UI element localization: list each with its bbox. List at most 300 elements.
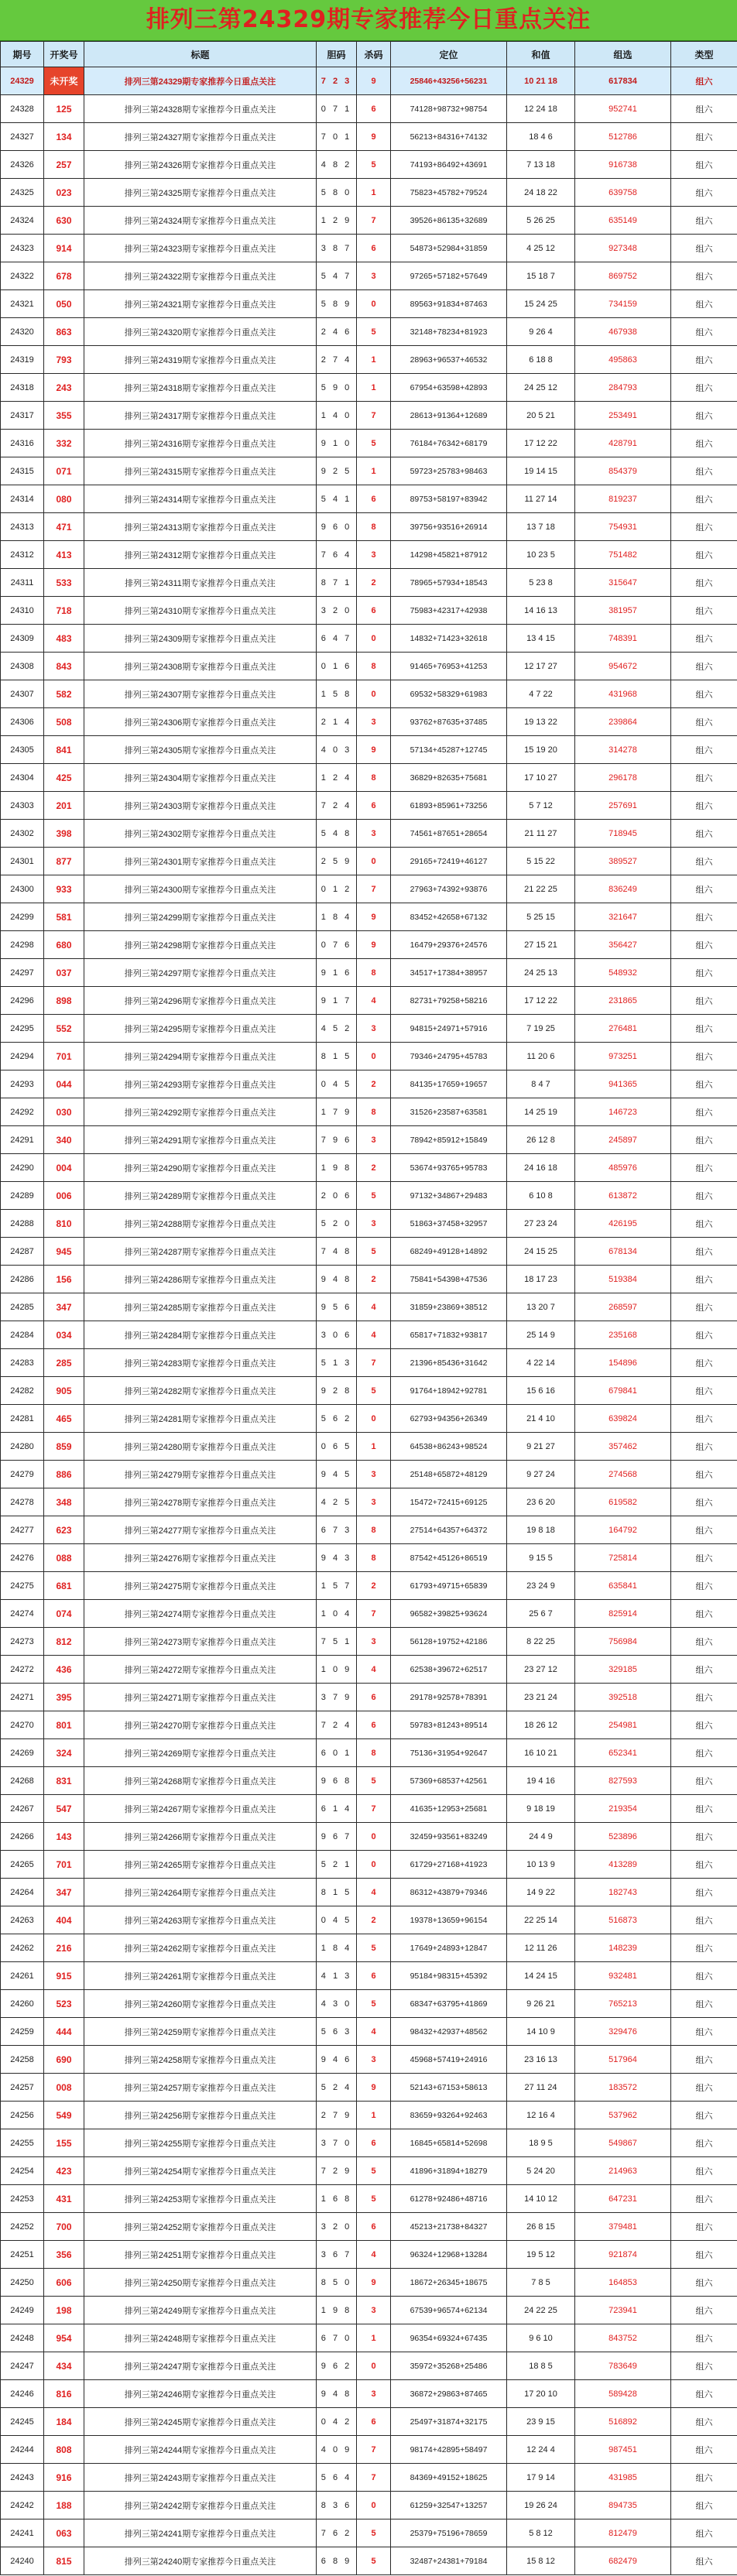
cell-title[interactable]: 排列三第24318期专家推荐今日重点关注	[84, 374, 317, 402]
cell-kill: 0	[357, 1405, 391, 1433]
cell-kill: 2	[357, 1070, 391, 1098]
cell-title[interactable]: 排列三第24276期专家推荐今日重点关注	[84, 1544, 317, 1572]
table-row	[1, 1433, 737, 1461]
cell-position: 41896+31894+18279	[391, 2157, 507, 2185]
cell-title[interactable]: 排列三第24329期专家推荐今日重点关注	[84, 67, 317, 95]
cell-group: 748391	[575, 625, 671, 653]
cell-draw-number: 184	[44, 2408, 84, 2436]
cell-kill: 6	[357, 597, 391, 625]
cell-position: 28613+91364+12689	[391, 402, 507, 430]
table-row	[1, 2436, 737, 2464]
cell-issue: 24265	[1, 1851, 44, 1879]
cell-type: 组六	[671, 1321, 737, 1349]
cell-title[interactable]: 排列三第24253期专家推荐今日重点关注	[84, 2185, 317, 2213]
cell-kill: 7	[357, 2464, 391, 2492]
cell-title[interactable]: 排列三第24281期专家推荐今日重点关注	[84, 1405, 317, 1433]
cell-draw-number: 125	[44, 95, 84, 123]
cell-title[interactable]: 排列三第24270期专家推荐今日重点关注	[84, 1711, 317, 1739]
cell-title[interactable]: 排列三第24305期专家推荐今日重点关注	[84, 736, 317, 764]
cell-title[interactable]: 排列三第24282期专家推荐今日重点关注	[84, 1377, 317, 1405]
cell-title[interactable]: 排列三第24325期专家推荐今日重点关注	[84, 179, 317, 207]
cell-sum: 27 23 24	[507, 1210, 575, 1238]
cell-title[interactable]: 排列三第24267期专家推荐今日重点关注	[84, 1795, 317, 1823]
cell-title[interactable]: 排列三第24323期专家推荐今日重点关注	[84, 235, 317, 262]
cell-issue: 24325	[1, 179, 44, 207]
cell-title[interactable]: 排列三第24284期专家推荐今日重点关注	[84, 1321, 317, 1349]
cell-draw-number: 582	[44, 680, 84, 708]
cell-title[interactable]: 排列三第24292期专家推荐今日重点关注	[84, 1098, 317, 1126]
cell-dan: 4 2 5	[317, 1488, 357, 1516]
cell-group: 941365	[575, 1070, 671, 1098]
cell-title[interactable]: 排列三第24300期专家推荐今日重点关注	[84, 875, 317, 903]
cell-issue: 24280	[1, 1433, 44, 1461]
cell-title[interactable]: 排列三第24326期专家推荐今日重点关注	[84, 151, 317, 179]
cell-kill: 3	[357, 1461, 391, 1488]
cell-group: 284793	[575, 374, 671, 402]
cell-dan: 1 4 0	[317, 402, 357, 430]
cell-group: 146723	[575, 1098, 671, 1126]
cell-issue: 24244	[1, 2436, 44, 2464]
cell-sum: 4 7 22	[507, 680, 575, 708]
cell-dan: 9 4 5	[317, 1461, 357, 1488]
table-row	[1, 207, 737, 235]
cell-title[interactable]: 排列三第24285期专家推荐今日重点关注	[84, 1293, 317, 1321]
cell-kill: 4	[357, 2241, 391, 2269]
cell-title[interactable]: 排列三第24294期专家推荐今日重点关注	[84, 1043, 317, 1070]
cell-draw-number: 348	[44, 1488, 84, 1516]
cell-title[interactable]: 排列三第24299期专家推荐今日重点关注	[84, 903, 317, 931]
table-row	[1, 402, 737, 430]
cell-dan: 6 7 0	[317, 2324, 357, 2352]
cell-sum: 19 14 15	[507, 457, 575, 485]
cell-issue: 24324	[1, 207, 44, 235]
cell-sum: 19 5 12	[507, 2241, 575, 2269]
cell-title[interactable]: 排列三第24244期专家推荐今日重点关注	[84, 2436, 317, 2464]
cell-title[interactable]: 排列三第24313期专家推荐今日重点关注	[84, 513, 317, 541]
cell-dan: 1 9 8	[317, 2297, 357, 2324]
cell-kill: 9	[357, 903, 391, 931]
cell-dan: 8 5 0	[317, 2269, 357, 2297]
cell-type: 组六	[671, 1711, 737, 1739]
cell-kill: 0	[357, 1851, 391, 1879]
cell-dan: 9 1 7	[317, 987, 357, 1015]
cell-sum: 23 24 9	[507, 1572, 575, 1600]
cell-title[interactable]: 排列三第24261期专家推荐今日重点关注	[84, 1962, 317, 1990]
cell-title[interactable]: 排列三第24303期专家推荐今日重点关注	[84, 792, 317, 820]
cell-title[interactable]: 排列三第24293期专家推荐今日重点关注	[84, 1070, 317, 1098]
cell-kill: 3	[357, 1628, 391, 1656]
cell-sum: 24 22 25	[507, 2297, 575, 2324]
cell-position: 74561+87651+28654	[391, 820, 507, 848]
table-row	[1, 513, 737, 541]
cell-sum: 15 8 12	[507, 2547, 575, 2575]
cell-title[interactable]: 排列三第24307期专家推荐今日重点关注	[84, 680, 317, 708]
cell-kill: 0	[357, 680, 391, 708]
cell-position: 91465+76953+41253	[391, 653, 507, 680]
cell-kill: 2	[357, 1154, 391, 1182]
cell-kill: 4	[357, 2018, 391, 2046]
cell-title[interactable]: 排列三第24310期专家推荐今日重点关注	[84, 597, 317, 625]
cell-dan: 9 4 3	[317, 1544, 357, 1572]
cell-title[interactable]: 排列三第24277期专家推荐今日重点关注	[84, 1516, 317, 1544]
cell-type: 组六	[671, 2269, 737, 2297]
cell-issue: 24283	[1, 1349, 44, 1377]
cell-title[interactable]: 排列三第24314期专家推荐今日重点关注	[84, 485, 317, 513]
cell-title[interactable]: 排列三第24275期专家推荐今日重点关注	[84, 1572, 317, 1600]
cell-dan: 2 7 9	[317, 2102, 357, 2129]
cell-type: 组六	[671, 95, 737, 123]
table-row	[1, 2380, 737, 2408]
page-title: 排列三第24329期专家推荐今日重点关注	[0, 0, 737, 41]
cell-issue: 24313	[1, 513, 44, 541]
cell-type: 组六	[671, 513, 737, 541]
cell-title[interactable]: 排列三第24273期专家推荐今日重点关注	[84, 1628, 317, 1656]
cell-title[interactable]: 排列三第24296期专家推荐今日重点关注	[84, 987, 317, 1015]
cell-sum: 15 19 20	[507, 736, 575, 764]
cell-kill: 1	[357, 179, 391, 207]
cell-sum: 12 24 4	[507, 2436, 575, 2464]
cell-sum: 9 18 19	[507, 1795, 575, 1823]
cell-dan: 5 8 9	[317, 290, 357, 318]
cell-sum: 7 13 18	[507, 151, 575, 179]
cell-sum: 5 26 25	[507, 207, 575, 235]
cell-type: 组六	[671, 67, 737, 95]
cell-dan: 9 2 5	[317, 457, 357, 485]
cell-kill: 3	[357, 1126, 391, 1154]
cell-group: 431985	[575, 2464, 671, 2492]
cell-title[interactable]: 排列三第24278期专家推荐今日重点关注	[84, 1488, 317, 1516]
cell-title[interactable]: 排列三第24242期专家推荐今日重点关注	[84, 2492, 317, 2519]
cell-title[interactable]: 排列三第24280期专家推荐今日重点关注	[84, 1433, 317, 1461]
cell-group: 254981	[575, 1711, 671, 1739]
cell-issue: 24320	[1, 318, 44, 346]
cell-draw-number: 523	[44, 1990, 84, 2018]
cell-type: 组六	[671, 736, 737, 764]
cell-dan: 8 1 5	[317, 1879, 357, 1906]
cell-group: 952741	[575, 95, 671, 123]
cell-title[interactable]: 排列三第24241期专家推荐今日重点关注	[84, 2519, 317, 2547]
cell-kill: 6	[357, 2213, 391, 2241]
cell-sum: 21 4 10	[507, 1405, 575, 1433]
cell-title[interactable]: 排列三第24327期专家推荐今日重点关注	[84, 123, 317, 151]
cell-title[interactable]: 排列三第24264期专家推荐今日重点关注	[84, 1879, 317, 1906]
cell-title[interactable]: 排列三第24301期专家推荐今日重点关注	[84, 848, 317, 875]
cell-title[interactable]: 排列三第24243期专家推荐今日重点关注	[84, 2464, 317, 2492]
cell-sum: 19 26 24	[507, 2492, 575, 2519]
table-row	[1, 875, 737, 903]
cell-kill: 3	[357, 2046, 391, 2074]
cell-type: 组六	[671, 1126, 737, 1154]
cell-dan: 3 8 7	[317, 235, 357, 262]
cell-title[interactable]: 排列三第24271期专家推荐今日重点关注	[84, 1684, 317, 1711]
cell-dan: 7 4 8	[317, 1238, 357, 1266]
cell-draw-number: 701	[44, 1043, 84, 1070]
cell-issue: 24295	[1, 1015, 44, 1043]
cell-dan: 6 8 9	[317, 2547, 357, 2575]
cell-title[interactable]: 排列三第24240期专家推荐今日重点关注	[84, 2547, 317, 2575]
cell-title[interactable]: 排列三第24311期专家推荐今日重点关注	[84, 569, 317, 597]
cell-dan: 6 4 7	[317, 625, 357, 653]
table-row	[1, 541, 737, 569]
cell-draw-number: 050	[44, 290, 84, 318]
cell-dan: 9 6 8	[317, 1767, 357, 1795]
cell-type: 组六	[671, 680, 737, 708]
cell-title[interactable]: 排列三第24328期专家推荐今日重点关注	[84, 95, 317, 123]
cell-title[interactable]: 排列三第24322期专家推荐今日重点关注	[84, 262, 317, 290]
cell-issue: 24316	[1, 430, 44, 457]
cell-title[interactable]: 排列三第24249期专家推荐今日重点关注	[84, 2297, 317, 2324]
cell-title[interactable]: 排列三第24260期专家推荐今日重点关注	[84, 1990, 317, 2018]
table-row	[1, 931, 737, 959]
cell-group: 379481	[575, 2213, 671, 2241]
cell-dan: 2 1 4	[317, 708, 357, 736]
cell-title[interactable]: 排列三第24257期专家推荐今日重点关注	[84, 2074, 317, 2102]
cell-title[interactable]: 排列三第24274期专家推荐今日重点关注	[84, 1600, 317, 1628]
cell-position: 14298+45821+87912	[391, 541, 507, 569]
cell-draw-number: 088	[44, 1544, 84, 1572]
cell-title[interactable]: 排列三第24308期专家推荐今日重点关注	[84, 653, 317, 680]
cell-group: 734159	[575, 290, 671, 318]
cell-group: 869752	[575, 262, 671, 290]
cell-type: 组六	[671, 1879, 737, 1906]
table-row	[1, 2324, 737, 2352]
cell-group: 321647	[575, 903, 671, 931]
cell-title[interactable]: 排列三第24265期专家推荐今日重点关注	[84, 1851, 317, 1879]
cell-sum: 23 16 13	[507, 2046, 575, 2074]
cell-kill: 5	[357, 1377, 391, 1405]
cell-issue: 24277	[1, 1516, 44, 1544]
cell-title[interactable]: 排列三第24324期专家推荐今日重点关注	[84, 207, 317, 235]
cell-kill: 7	[357, 402, 391, 430]
cell-title[interactable]: 排列三第24315期专家推荐今日重点关注	[84, 457, 317, 485]
cell-type: 组六	[671, 2436, 737, 2464]
cell-issue: 24302	[1, 820, 44, 848]
cell-type: 组六	[671, 2519, 737, 2547]
table-row	[1, 2074, 737, 2102]
cell-draw-number: 898	[44, 987, 84, 1015]
table-row	[1, 346, 737, 374]
cell-title[interactable]: 排列三第24266期专家推荐今日重点关注	[84, 1823, 317, 1851]
cell-type: 组六	[671, 1962, 737, 1990]
cell-type: 组六	[671, 207, 737, 235]
cell-group: 754931	[575, 513, 671, 541]
cell-issue: 24269	[1, 1739, 44, 1767]
cell-title[interactable]: 排列三第24295期专家推荐今日重点关注	[84, 1015, 317, 1043]
table-row	[1, 1377, 737, 1405]
cell-sum: 17 9 14	[507, 2464, 575, 2492]
cell-kill: 6	[357, 235, 391, 262]
cell-issue: 24310	[1, 597, 44, 625]
cell-position: 93762+87635+37485	[391, 708, 507, 736]
cell-kill: 9	[357, 2074, 391, 2102]
cell-title[interactable]: 排列三第24317期专家推荐今日重点关注	[84, 402, 317, 430]
cell-type: 组六	[671, 485, 737, 513]
cell-issue: 24284	[1, 1321, 44, 1349]
cell-title[interactable]: 排列三第24289期专家推荐今日重点关注	[84, 1182, 317, 1210]
cell-sum: 27 15 21	[507, 931, 575, 959]
cell-group: 954672	[575, 653, 671, 680]
cell-dan: 6 0 1	[317, 1739, 357, 1767]
cell-issue: 24290	[1, 1154, 44, 1182]
cell-kill: 1	[357, 2324, 391, 2352]
cell-sum: 9 27 24	[507, 1461, 575, 1488]
cell-title[interactable]: 排列三第24320期专家推荐今日重点关注	[84, 318, 317, 346]
cell-dan: 9 5 6	[317, 1293, 357, 1321]
cell-title[interactable]: 排列三第24290期专家推荐今日重点关注	[84, 1154, 317, 1182]
cell-dan: 7 2 4	[317, 1711, 357, 1739]
cell-type: 组六	[671, 457, 737, 485]
cell-title[interactable]: 排列三第24246期专家推荐今日重点关注	[84, 2380, 317, 2408]
table-row	[1, 1906, 737, 1934]
cell-draw-number: 404	[44, 1906, 84, 1934]
cell-title[interactable]: 排列三第24254期专家推荐今日重点关注	[84, 2157, 317, 2185]
cell-position: 84369+49152+18625	[391, 2464, 507, 2492]
cell-kill: 7	[357, 1349, 391, 1377]
cell-draw-number: 188	[44, 2492, 84, 2519]
cell-group: 516892	[575, 2408, 671, 2436]
cell-title[interactable]: 排列三第24304期专家推荐今日重点关注	[84, 764, 317, 792]
cell-dan: 7 6 4	[317, 541, 357, 569]
cell-type: 组六	[671, 1628, 737, 1656]
cell-type: 组六	[671, 653, 737, 680]
cell-position: 52143+67153+58613	[391, 2074, 507, 2102]
cell-type: 组六	[671, 179, 737, 207]
cell-title[interactable]: 排列三第24286期专家推荐今日重点关注	[84, 1266, 317, 1293]
cell-kill: 9	[357, 123, 391, 151]
cell-group: 512786	[575, 123, 671, 151]
cell-type: 组六	[671, 1990, 737, 2018]
cell-position: 21396+85436+31642	[391, 1349, 507, 1377]
cell-type: 组六	[671, 597, 737, 625]
cell-sum: 5 23 8	[507, 569, 575, 597]
cell-title[interactable]: 排列三第24319期专家推荐今日重点关注	[84, 346, 317, 374]
cell-position: 59783+81243+89514	[391, 1711, 507, 1739]
cell-kill: 6	[357, 485, 391, 513]
cell-title[interactable]: 排列三第24262期专家推荐今日重点关注	[84, 1934, 317, 1962]
cell-title[interactable]: 排列三第24291期专家推荐今日重点关注	[84, 1126, 317, 1154]
table-row	[1, 262, 737, 290]
cell-draw-number: 701	[44, 1851, 84, 1879]
cell-dan: 7 9 6	[317, 1126, 357, 1154]
cell-title[interactable]: 排列三第24279期专家推荐今日重点关注	[84, 1461, 317, 1488]
cell-position: 36829+82635+75681	[391, 764, 507, 792]
cell-title[interactable]: 排列三第24256期专家推荐今日重点关注	[84, 2102, 317, 2129]
cell-sum: 14 9 22	[507, 1879, 575, 1906]
cell-type: 组六	[671, 1043, 737, 1070]
cell-title[interactable]: 排列三第24288期专家推荐今日重点关注	[84, 1210, 317, 1238]
cell-title[interactable]: 排列三第24245期专家推荐今日重点关注	[84, 2408, 317, 2436]
cell-title[interactable]: 排列三第24321期专家推荐今日重点关注	[84, 290, 317, 318]
cell-title[interactable]: 排列三第24251期专家推荐今日重点关注	[84, 2241, 317, 2269]
cell-title[interactable]: 排列三第24248期专家推荐今日重点关注	[84, 2324, 317, 2352]
cell-type: 组六	[671, 2102, 737, 2129]
cell-title[interactable]: 排列三第24306期专家推荐今日重点关注	[84, 708, 317, 736]
cell-kill: 2	[357, 1266, 391, 1293]
cell-position: 75136+31954+92647	[391, 1739, 507, 1767]
cell-position: 56213+84316+74132	[391, 123, 507, 151]
cell-type: 组六	[671, 708, 737, 736]
cell-title[interactable]: 排列三第24312期专家推荐今日重点关注	[84, 541, 317, 569]
cell-type: 组六	[671, 2492, 737, 2519]
cell-group: 253491	[575, 402, 671, 430]
cell-position: 32148+78234+81923	[391, 318, 507, 346]
cell-kill: 8	[357, 1516, 391, 1544]
cell-title[interactable]: 排列三第24250期专家推荐今日重点关注	[84, 2269, 317, 2297]
cell-issue: 24273	[1, 1628, 44, 1656]
cell-title[interactable]: 排列三第24255期专家推荐今日重点关注	[84, 2129, 317, 2157]
cell-dan: 4 5 2	[317, 1015, 357, 1043]
cell-draw-number: 395	[44, 1684, 84, 1711]
table-row	[1, 1461, 737, 1488]
col-header-dan: 胆码	[317, 42, 357, 67]
cell-dan: 0 4 2	[317, 2408, 357, 2436]
cell-kill: 3	[357, 2380, 391, 2408]
cell-position: 54873+52984+31859	[391, 235, 507, 262]
cell-title[interactable]: 排列三第24287期专家推荐今日重点关注	[84, 1238, 317, 1266]
cell-kill: 2	[357, 1906, 391, 1934]
cell-kill: 3	[357, 262, 391, 290]
cell-title[interactable]: 排列三第24272期专家推荐今日重点关注	[84, 1656, 317, 1684]
cell-title[interactable]: 排列三第24247期专家推荐今日重点关注	[84, 2352, 317, 2380]
cell-dan: 5 6 3	[317, 2018, 357, 2046]
cell-title[interactable]: 排列三第24316期专家推荐今日重点关注	[84, 430, 317, 457]
cell-sum: 8 22 25	[507, 1628, 575, 1656]
cell-position: 91764+18942+92781	[391, 1377, 507, 1405]
cell-title[interactable]: 排列三第24283期专家推荐今日重点关注	[84, 1349, 317, 1377]
cell-kill: 3	[357, 708, 391, 736]
cell-position: 74193+86492+43691	[391, 151, 507, 179]
cell-title[interactable]: 排列三第24269期专家推荐今日重点关注	[84, 1739, 317, 1767]
table-row	[1, 708, 737, 736]
cell-draw-number: 143	[44, 1823, 84, 1851]
cell-title[interactable]: 排列三第24268期专家推荐今日重点关注	[84, 1767, 317, 1795]
cell-position: 57369+68537+42561	[391, 1767, 507, 1795]
cell-title[interactable]: 排列三第24297期专家推荐今日重点关注	[84, 959, 317, 987]
cell-title[interactable]: 排列三第24298期专家推荐今日重点关注	[84, 931, 317, 959]
table-row	[1, 2492, 737, 2519]
cell-type: 组六	[671, 2185, 737, 2213]
cell-dan: 1 9 8	[317, 1154, 357, 1182]
cell-group: 428791	[575, 430, 671, 457]
cell-draw-number: 425	[44, 764, 84, 792]
cell-kill: 3	[357, 2297, 391, 2324]
cell-title[interactable]: 排列三第24263期专家推荐今日重点关注	[84, 1906, 317, 1934]
cell-sum: 9 21 27	[507, 1433, 575, 1461]
cell-group: 783649	[575, 2352, 671, 2380]
table-row	[1, 1739, 737, 1767]
table-row	[1, 1572, 737, 1600]
cell-sum: 23 21 24	[507, 1684, 575, 1711]
cell-title[interactable]: 排列三第24302期专家推荐今日重点关注	[84, 820, 317, 848]
cell-sum: 17 12 22	[507, 430, 575, 457]
cell-draw-number: 355	[44, 402, 84, 430]
cell-dan: 7 2 3	[317, 67, 357, 95]
table-row	[1, 1934, 737, 1962]
cell-title[interactable]: 排列三第24252期专家推荐今日重点关注	[84, 2213, 317, 2241]
cell-title[interactable]: 排列三第24309期专家推荐今日重点关注	[84, 625, 317, 653]
cell-issue: 24296	[1, 987, 44, 1015]
cell-issue: 24321	[1, 290, 44, 318]
cell-kill: 3	[357, 820, 391, 848]
cell-dan: 0 7 1	[317, 95, 357, 123]
cell-title[interactable]: 排列三第24259期专家推荐今日重点关注	[84, 2018, 317, 2046]
cell-title[interactable]: 排列三第24258期专家推荐今日重点关注	[84, 2046, 317, 2074]
cell-group: 314278	[575, 736, 671, 764]
cell-draw-number: 356	[44, 2241, 84, 2269]
col-header-sum: 和值	[507, 42, 575, 67]
cell-group: 921874	[575, 2241, 671, 2269]
cell-draw-number: 347	[44, 1879, 84, 1906]
